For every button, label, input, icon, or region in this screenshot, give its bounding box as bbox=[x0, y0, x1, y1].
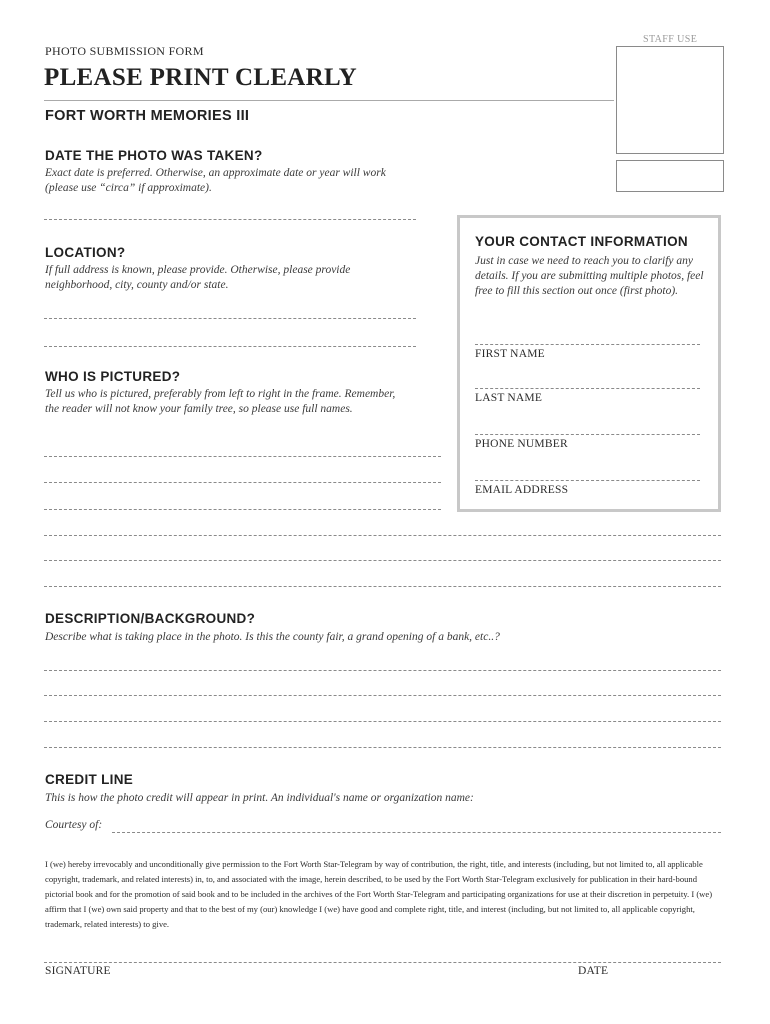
description-input-line-2[interactable] bbox=[44, 695, 721, 696]
who-heading: WHO IS PICTURED? bbox=[45, 369, 181, 384]
contact-hint: Just in case we need to reach you to clarify any details. If you are submitting multiple photos, feel free to fill this section out once (first photo). bbox=[475, 255, 704, 297]
who-input-line-6[interactable] bbox=[44, 586, 721, 587]
who-input-line-1[interactable] bbox=[44, 456, 441, 457]
credit-hint: This is how the photo credit will appear in print. An individual's name or organization name: bbox=[45, 792, 474, 804]
date-input-line[interactable] bbox=[44, 219, 416, 220]
description-input-line-4[interactable] bbox=[44, 747, 721, 748]
date-hint: Exact date is preferred. Otherwise, an approximate date or year will work (please use “circa” if approximate). bbox=[45, 167, 386, 194]
staff-use-label: STAFF USE bbox=[643, 34, 698, 45]
page-subtitle: FORT WORTH MEMORIES III bbox=[45, 108, 250, 124]
contact-info-box bbox=[457, 215, 721, 512]
form-type-label: PHOTO SUBMISSION FORM bbox=[45, 44, 204, 58]
who-input-line-3[interactable] bbox=[44, 509, 441, 510]
location-hint: If full address is known, please provide. Otherwise, please provide neighborhood, city, county and/or state. bbox=[45, 264, 351, 291]
courtesy-label: Courtesy of: bbox=[45, 819, 103, 831]
date-heading: DATE THE PHOTO WAS TAKEN? bbox=[45, 148, 263, 163]
contact-heading: YOUR CONTACT INFORMATION bbox=[475, 234, 688, 249]
location-input-line-2[interactable] bbox=[44, 346, 416, 347]
signature-line[interactable] bbox=[44, 962, 721, 963]
page-title: PLEASE PRINT CLEARLY bbox=[44, 64, 358, 91]
last-name-input-line[interactable] bbox=[475, 388, 700, 389]
title-divider bbox=[44, 100, 614, 101]
email-input-line[interactable] bbox=[475, 480, 700, 481]
legal-text: I (we) hereby irrevocably and unconditionally give permission to the Fort Worth Star-Telegram by way of contribution, the right, title, and interests (including, but not limited to, all applicable copyright, trademark, and related interests) in, to, and associated with the image, herein described, to be used by the Fort Worth Star-Telegram exclusively for publication in their hard-bound pictorial book and for the promotion of said book and to be included in the archives of the Fort Worth Star-Telegram and participating organizations for use at their discretion in perpetuity. I (we) affirm that I (we) own said property and that to the best of my (our) knowledge I (we) have good and complete right, title, and interest (including, but not limited to, all applicable copyright, trademark, related interests) to give. bbox=[45, 859, 713, 929]
staff-use-box-large bbox=[616, 46, 724, 154]
who-input-line-5[interactable] bbox=[44, 560, 721, 561]
first-name-input-line[interactable] bbox=[475, 344, 700, 345]
staff-use-box-small bbox=[616, 160, 724, 192]
phone-label: PHONE NUMBER bbox=[475, 438, 568, 450]
email-label: EMAIL ADDRESS bbox=[475, 484, 569, 496]
description-heading: DESCRIPTION/BACKGROUND? bbox=[45, 611, 256, 626]
credit-heading: CREDIT LINE bbox=[45, 772, 134, 787]
location-input-line-1[interactable] bbox=[44, 318, 416, 319]
description-input-line-1[interactable] bbox=[44, 670, 721, 671]
signature-label: SIGNATURE bbox=[45, 965, 111, 977]
last-name-label: LAST NAME bbox=[475, 392, 543, 404]
location-heading: LOCATION? bbox=[45, 245, 126, 260]
description-input-line-3[interactable] bbox=[44, 721, 721, 722]
who-input-line-2[interactable] bbox=[44, 482, 441, 483]
phone-input-line[interactable] bbox=[475, 434, 700, 435]
date-label: DATE bbox=[578, 965, 609, 977]
who-hint: Tell us who is pictured, preferably from left to right in the frame. Remember, the reader will not know your family tree, so please use full names. bbox=[45, 388, 396, 415]
description-hint: Describe what is taking place in the photo. Is this the county fair, a grand opening of a bank, etc..? bbox=[45, 631, 500, 643]
who-input-line-4[interactable] bbox=[44, 535, 721, 536]
courtesy-input-line[interactable] bbox=[112, 832, 721, 833]
first-name-label: FIRST NAME bbox=[475, 348, 545, 360]
